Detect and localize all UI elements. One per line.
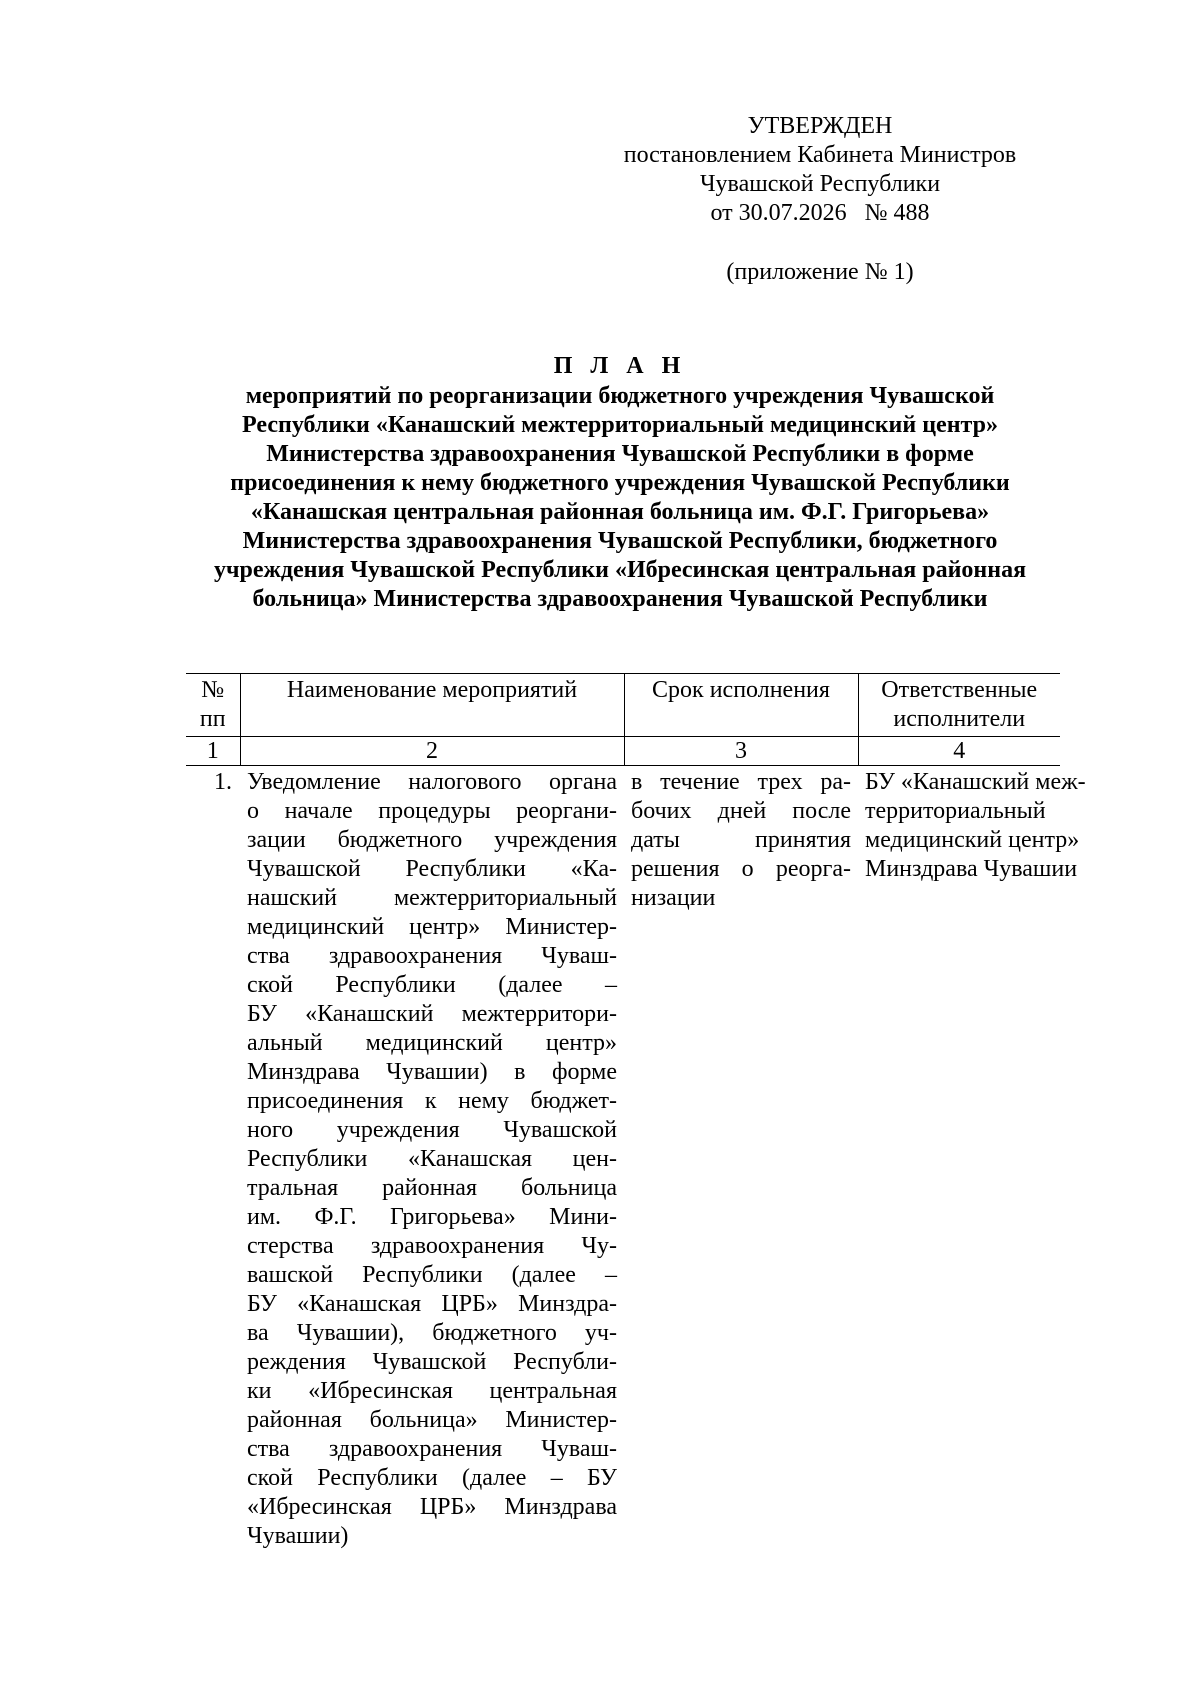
plan-subtitle-line: Министерства здравоохранения Чувашской Республики в форме [266, 441, 974, 467]
plan-subtitle [200, 382, 1040, 614]
plan-subtitle-line: мероприятий по реорганизации бюджетного учреждения Чувашской [245, 383, 995, 409]
cell-text-line: БУ «Канашский межтерритори- [247, 1001, 617, 1027]
column-number: 1 [186, 737, 240, 766]
cell-text-line: ного учреждения Чувашской [247, 1117, 617, 1143]
cell-text-line: ской Республики (далее – [247, 972, 617, 998]
header-action: Наименование мероприятий [240, 674, 624, 737]
header-responsible-line1: Ответственные [881, 677, 1038, 703]
cell-text-line: стерства здравоохранения Чу- [247, 1233, 617, 1259]
cell-text-line: нашский межтерриториальный [247, 885, 617, 911]
plan-subtitle-line: Министерства здравоохранения Чувашской Республики, бюджетного [242, 528, 998, 554]
cell-text-line: Минздрава Чувашии) в форме [247, 1059, 617, 1085]
cell-text-line: Чувашской Республики «Ка- [247, 856, 617, 882]
approval-stamp [620, 112, 1020, 228]
cell-text-line: ва Чувашии), бюджетного уч- [247, 1320, 617, 1346]
column-number: 4 [858, 737, 1060, 766]
cell-text-line: медицинский центр» Министер- [247, 914, 617, 940]
plan-subtitle-line: «Канашская центральная районная больница им. Ф.Г. Григорьева» [250, 499, 990, 525]
cell-text-line: ства здравоохранения Чуваш- [247, 1436, 617, 1462]
plan-subtitle-line: Республики «Канашский межтерриториальный медицинский центр» [242, 412, 998, 438]
row-number: 1. [214, 769, 232, 795]
cell-text-line: территориальный [865, 798, 1046, 824]
header-number-abbr: пп [199, 706, 226, 732]
cell-text-line: Минздрава Чувашии [865, 856, 1078, 882]
cell-text-line: низации [631, 885, 716, 911]
plan-subtitle-line: больница» Министерства здравоохранения Чувашской Республики [252, 586, 988, 612]
header-responsible-line2: исполнители [893, 706, 1026, 732]
cell-text-line: Чувашии) [247, 1523, 349, 1549]
row-action [240, 766, 624, 1552]
cell-text-line: БУ «Канашская ЦРБ» Минздра- [247, 1291, 617, 1317]
cell-text-line: ской Республики (далее – БУ [247, 1465, 617, 1491]
approval-heading: УТВЕРЖДЕН [747, 113, 893, 139]
cell-text-line: зации бюджетного учреждения [247, 827, 617, 853]
header-responsible [858, 674, 1060, 737]
approval-date-number: от 30.07.2026 № 488 [710, 200, 930, 226]
cell-text-line: «Ибресинская ЦРБ» Минздрава [247, 1494, 617, 1520]
approval-authority: постановлением Кабинета Министров [623, 142, 1017, 168]
cell-text-line: БУ «Канашский меж- [865, 769, 1086, 795]
header-number-symbol: № [201, 677, 225, 703]
row-deadline-text [631, 768, 851, 913]
cell-text-line: тральная районная больница [247, 1175, 617, 1201]
cell-text-line: решения о реорга- [631, 856, 851, 882]
cell-text-line: им. Ф.Г. Григорьева» Мини- [247, 1204, 617, 1230]
plan-title: П Л А Н [553, 353, 687, 379]
cell-text-line: даты принятия [631, 827, 851, 853]
cell-text-line: ки «Ибресинская центральная [247, 1378, 617, 1404]
plan-subtitle-line: учреждения Чувашской Республики «Ибресинская центральная районная [213, 557, 1027, 583]
cell-text-line: Республики «Канашская цен- [247, 1146, 617, 1172]
column-number-row [186, 737, 1060, 766]
plan-subtitle-line: присоединения к нему бюджетного учреждения Чувашской Республики [230, 470, 1010, 496]
cell-text-line: бочих дней после [631, 798, 851, 824]
header-deadline: Срок исполнения [624, 674, 858, 737]
cell-text-line: ства здравоохранения Чуваш- [247, 943, 617, 969]
cell-text-line: альный медицинский центр» [247, 1030, 617, 1056]
table-header-row [186, 674, 1060, 737]
table-body [186, 766, 1086, 1552]
plan-table [186, 673, 1086, 1551]
cell-text-line: в течение трех ра- [631, 769, 851, 795]
cell-text-line: Уведомление налогового органа [247, 769, 617, 795]
row-deadline [624, 766, 858, 1552]
cell-text-line: присоединения к нему бюджет- [247, 1088, 617, 1114]
cell-text-line: медицинский центр» [865, 827, 1080, 853]
header-number [186, 674, 240, 737]
cell-text-line: районная больница» Министер- [247, 1407, 617, 1433]
cell-text-line: реждения Чувашской Республи- [247, 1349, 617, 1375]
cell-text-line: вашской Республики (далее – [247, 1262, 617, 1288]
row-action-text [247, 768, 617, 1551]
approval-region: Чувашской Республики [699, 171, 941, 197]
table-row [186, 766, 1060, 1552]
row-responsible-text [865, 768, 1086, 884]
cell-text-line: о начале процедуры реоргани- [247, 798, 617, 824]
column-number: 2 [240, 737, 624, 766]
appendix-label: (приложение № 1) [726, 259, 914, 285]
column-number: 3 [624, 737, 858, 766]
row-responsible [858, 766, 1086, 1552]
